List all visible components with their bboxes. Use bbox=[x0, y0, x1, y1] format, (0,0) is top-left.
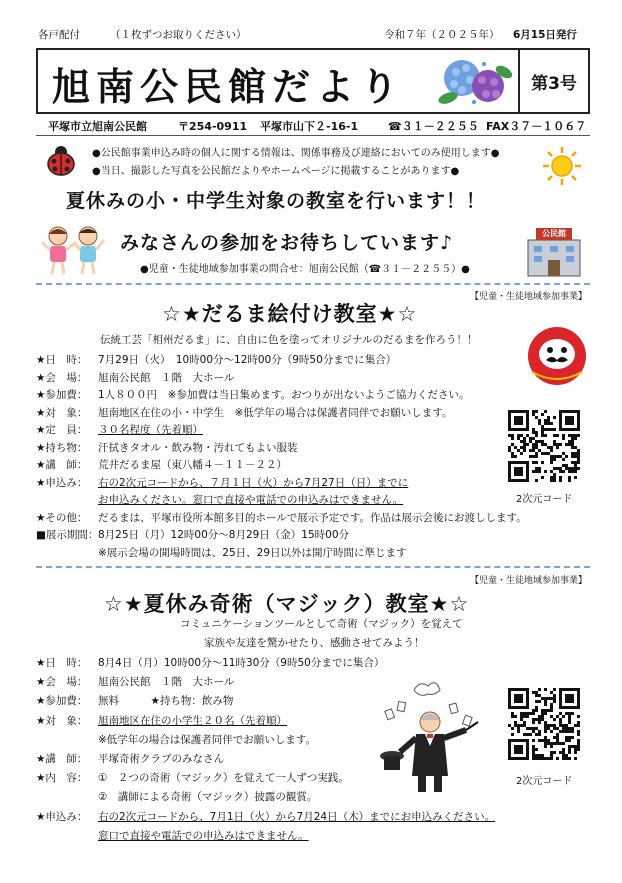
daruma-qr-code[interactable] bbox=[508, 410, 580, 482]
magic-detail-row bbox=[36, 791, 317, 804]
magic-detail-row bbox=[36, 811, 495, 824]
magician-illustration bbox=[378, 676, 482, 800]
magic-detail-row bbox=[36, 734, 316, 747]
detail-text: ※低学年の場合は保護者同伴でお願いします。 bbox=[98, 733, 316, 746]
postal-code: 〒254-0911 bbox=[178, 120, 248, 133]
daruma-qr-caption: 2次元コード bbox=[516, 494, 573, 505]
phone-number: ☎３１－２２５５ bbox=[388, 120, 479, 133]
take-one-note: （１枚ずつお取りください） bbox=[110, 29, 247, 41]
detail-label: ★会 場： bbox=[36, 371, 88, 384]
detail-text: お申込みください。窓口で直接や電話での申込みはできません。 bbox=[98, 494, 404, 506]
detail-text: 右の2次元コードから、７月１日（火）から7月27日（日）までに bbox=[98, 476, 409, 489]
detail-text: 汗拭きタオル・飲み物・汚れてもよい服装 bbox=[98, 441, 298, 454]
building-sign: 公民館 bbox=[542, 229, 566, 238]
detail-text: 旭南地区在住の小学生２０名（先着順） bbox=[98, 714, 287, 727]
detail-text: ※展示会場の開場時間は、25日、29日以外は開庁時間に準じます bbox=[98, 546, 407, 559]
detail-text: 旭南公民館 １階 大ホール bbox=[98, 371, 235, 384]
detail-label: ★対 象： bbox=[36, 714, 88, 727]
newsletter-title: 旭南公民館だより bbox=[52, 64, 405, 109]
detail-text: 8月4日（月）10時00分～11時30分（9時50分までに集合） bbox=[98, 657, 385, 669]
magic-detail-row bbox=[36, 676, 234, 689]
daruma-detail-row bbox=[36, 477, 408, 490]
daruma-detail-row bbox=[36, 459, 287, 472]
detail-label: ★対 象： bbox=[36, 406, 88, 419]
headline-line-2: みなさんの参加をお待ちしています♪ bbox=[120, 232, 454, 254]
children-illustration bbox=[40, 224, 108, 280]
detail-label: ★内 容： bbox=[36, 772, 88, 785]
detail-text: ① ２つの奇術（マジック）を覚えて一人ずつ実践。 bbox=[98, 772, 349, 785]
daruma-detail-row bbox=[36, 512, 527, 525]
detail-text: ３０名程度（先着順） bbox=[98, 424, 203, 436]
detail-label: ★その他： bbox=[36, 511, 88, 524]
detail-text: ② 講師による奇術（マジック）披露の観賞。 bbox=[98, 791, 318, 804]
detail-label: ★定 員： bbox=[36, 424, 88, 436]
issue-number: 第3号 bbox=[518, 50, 588, 112]
detail-label: ★会 場： bbox=[36, 676, 88, 689]
org-name: 平塚市立旭南公民館 bbox=[48, 120, 147, 133]
detail-text: 荒井だるま屋（東八幡４－１１－２２） bbox=[98, 459, 287, 471]
address-divider bbox=[36, 135, 590, 136]
detail-text: 窓口で直接や電話での申込みはできません。 bbox=[98, 829, 309, 842]
detail-text: 1人８００円 ※参加費は当日集めます。おつりが出ないようご協力ください。 bbox=[98, 389, 470, 401]
daruma-detail-row bbox=[36, 494, 403, 507]
detail-label: ★日 時： bbox=[36, 354, 88, 366]
detail-text: 無料 ★持ち物：飲み物 bbox=[98, 695, 234, 708]
daruma-detail-row bbox=[36, 529, 349, 542]
ladybug-icon bbox=[44, 143, 78, 181]
daruma-program-tag: 【児童・生徒地域参加事業】 bbox=[470, 292, 588, 302]
detail-label: ★講 師： bbox=[36, 753, 88, 765]
privacy-note-1: ●公民館事業申込み時の個人に関する情報は、関係事務及び連絡においてのみ使用します● bbox=[92, 148, 500, 159]
issue-date-era: 令和７年（２０２５年） bbox=[384, 29, 500, 41]
magic-program-tag: 【児童・生徒地域参加事業】 bbox=[470, 576, 588, 586]
daruma-intro: 伝統工芸「相州だるま」に、自由に色を塗ってオリジナルのだるまを作ろう！！ bbox=[100, 334, 478, 346]
contact-note: ●児童・生徒地域参加事業の問合せ：旭南公民館（☎３１－２２５５）● bbox=[140, 264, 470, 275]
daruma-illustration bbox=[526, 320, 588, 390]
detail-text: 旭南地区在住の小・中学生 ※低学年の場合は保護者同伴でお願いします。 bbox=[98, 406, 453, 419]
magic-detail-row bbox=[36, 695, 233, 708]
hydrangea-illustration bbox=[434, 54, 514, 110]
detail-label: ★申込み： bbox=[36, 810, 88, 823]
community-center-building bbox=[524, 226, 584, 278]
magic-intro-2: 家族や友達を驚かせたり、感動させてみよう！ bbox=[204, 637, 425, 649]
magic-intro-1: コミュニケーションツールとして奇術（マジック）を覚えて bbox=[180, 618, 463, 630]
detail-text: 右の2次元コードから、7月1日（火）から7月24日（木）までにお申込みください。 bbox=[98, 810, 496, 823]
magic-qr-caption: 2次元コード bbox=[516, 776, 573, 787]
daruma-detail-row bbox=[36, 389, 470, 402]
detail-label: ■展示期間： bbox=[36, 529, 99, 541]
magic-detail-row bbox=[36, 657, 384, 670]
street-address: 平塚市山下２-16-1 bbox=[260, 120, 359, 133]
section-divider-2 bbox=[36, 566, 590, 568]
daruma-detail-row bbox=[36, 354, 396, 367]
masthead bbox=[36, 48, 590, 114]
headline-line-1: 夏休みの小・中学生対象の教室を行います！！ bbox=[66, 190, 487, 212]
detail-text: 旭南公民館 １階 大ホール bbox=[98, 676, 235, 689]
daruma-detail-row bbox=[36, 442, 298, 455]
privacy-note-2: ●当日、撮影した写真を公民館だよりやホームページに掲載することがあります● bbox=[92, 166, 460, 177]
detail-text: 平塚奇術クラブのみなさん bbox=[98, 753, 224, 765]
daruma-detail-row bbox=[36, 424, 203, 437]
fax-number: FAX３７－１０６７ bbox=[486, 120, 587, 133]
daruma-detail-row bbox=[36, 372, 234, 385]
magic-detail-row bbox=[36, 772, 349, 785]
daruma-detail-row bbox=[36, 407, 452, 420]
section-divider-1 bbox=[36, 283, 590, 285]
magic-detail-row bbox=[36, 830, 309, 843]
daruma-title: ☆★だるま絵付け教室★☆ bbox=[162, 302, 418, 326]
distribution-note: 各戸配付 bbox=[38, 29, 80, 41]
detail-label: ★申込み： bbox=[36, 476, 88, 489]
detail-text: 7月29日（火） 10時00分～12時00分（9時50分までに集合） bbox=[98, 354, 397, 366]
magic-title: ☆★夏休み奇術（マジック）教室★☆ bbox=[104, 592, 470, 616]
detail-text: だるまは、平塚市役所本館多目的ホールで展示予定です。作品は展示会後にお渡しします。 bbox=[98, 511, 527, 524]
detail-label: ★参加費： bbox=[36, 389, 88, 401]
daruma-detail-row bbox=[36, 547, 407, 560]
detail-label: ★日 時： bbox=[36, 657, 88, 669]
magic-detail-row bbox=[36, 753, 224, 766]
detail-label: ★講 師： bbox=[36, 459, 88, 471]
magic-detail-row bbox=[36, 715, 287, 728]
detail-label: ★参加費： bbox=[36, 695, 88, 708]
detail-text: 8月25日（月）12時00分～8月29日（金）15時00分 bbox=[98, 529, 350, 541]
sun-icon bbox=[542, 146, 582, 190]
detail-label: ★持ち物： bbox=[36, 441, 88, 454]
issue-date: 6月15日発行 bbox=[513, 29, 577, 41]
magic-qr-code[interactable] bbox=[508, 688, 580, 760]
